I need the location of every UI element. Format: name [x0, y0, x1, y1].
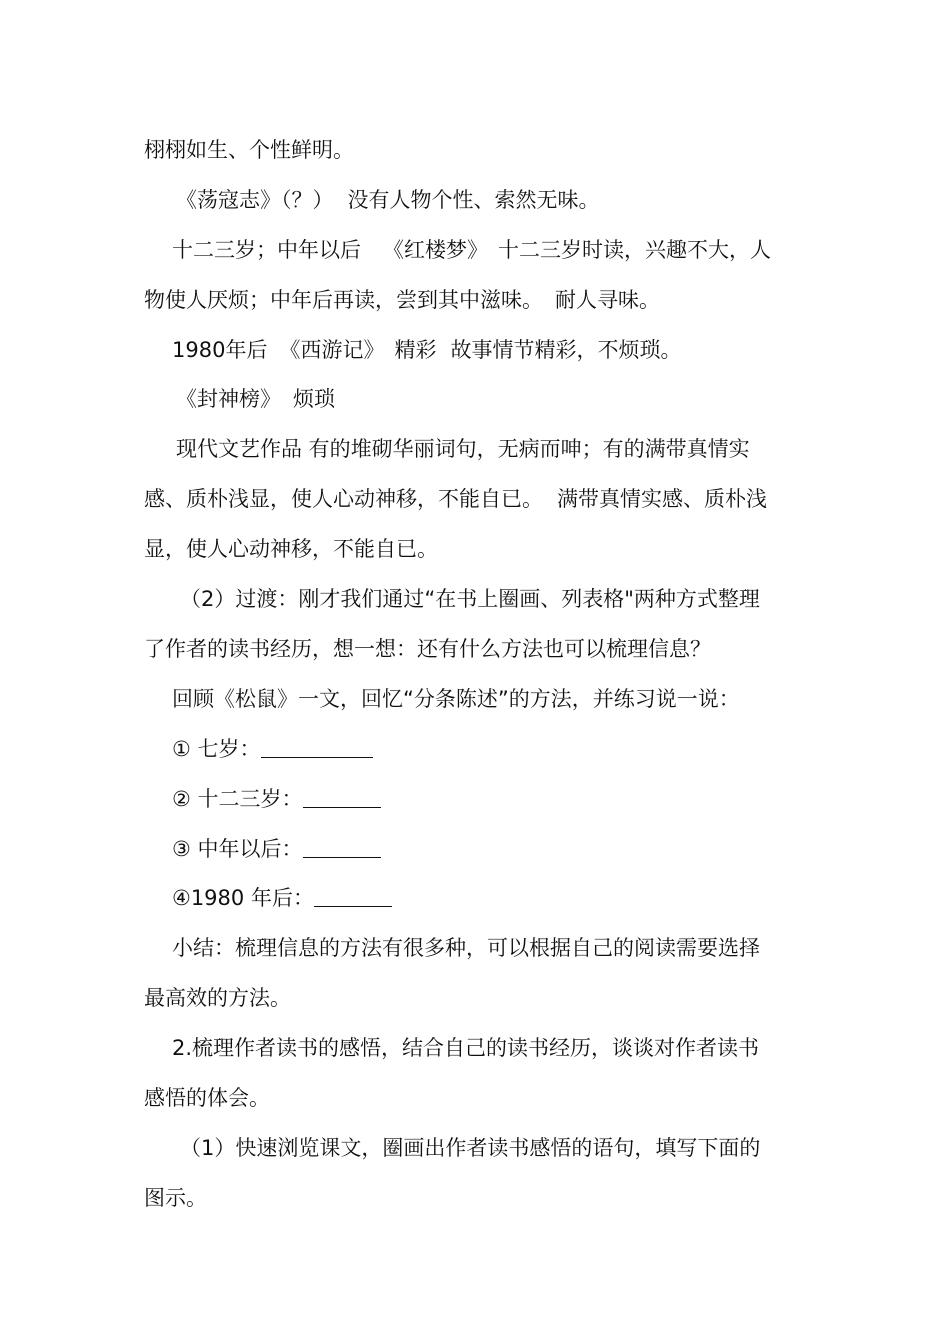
text-line	[144, 534, 810, 564]
text-span: 了作者的读书经历，想一想：还有什么方法也可以梳理信息？	[144, 637, 711, 661]
text-line	[176, 434, 842, 464]
text-span: 栩栩如生、个性鲜明。	[144, 138, 354, 162]
text-span: 图示。	[144, 1186, 207, 1210]
text-span: 最高效的方法。	[144, 986, 291, 1010]
text-span: 2.梳理作者读书的感悟，结合自己的读书经历，谈谈对作者读书	[172, 1036, 760, 1060]
list-item	[172, 883, 838, 913]
text-line	[144, 1083, 810, 1113]
text-span: 回顾《松鼠》一文，回忆“分条陈述”的方法，并练习说一说：	[172, 687, 740, 711]
text-span: 物使人厌烦；中年后再读，尝到其中滋味。	[144, 288, 543, 312]
text-span: 满带真情实感、质朴浅	[557, 487, 767, 511]
book-title-text: 《封神榜》	[176, 387, 281, 411]
fill-in-blank[interactable]	[261, 735, 373, 758]
list-item	[172, 734, 838, 764]
text-span: 烦琐	[293, 387, 335, 411]
list-item-label: ③ 中年以后：	[172, 837, 303, 861]
book-title-text: 《西游记》	[279, 338, 385, 362]
text-line	[172, 684, 838, 714]
text-span: 1980年后	[172, 338, 268, 362]
text-line	[172, 235, 838, 265]
text-line	[144, 634, 810, 664]
text-span: 耐人寻味。	[555, 288, 660, 312]
text-line	[144, 484, 810, 514]
text-span: 精彩	[394, 338, 437, 362]
text-span: 十二三岁时读，兴趣不大，人	[498, 238, 771, 262]
text-line	[180, 1133, 846, 1163]
list-item-label: ④1980 年后：	[172, 886, 314, 910]
fill-in-blank[interactable]	[303, 785, 381, 808]
text-line	[180, 584, 846, 614]
text-span: 现代文艺作品 有的堆砌华丽词句，无病而呻；有的满带真情实	[176, 437, 750, 461]
text-span: 感、质朴浅显，使人心动神移，不能自已。	[144, 487, 543, 511]
book-title-text: 《荡寇志》（？）	[176, 188, 334, 212]
text-line	[176, 384, 842, 414]
list-item	[172, 834, 838, 864]
text-span: 显，使人心动神移，不能自已。	[144, 537, 438, 561]
text-line	[176, 185, 842, 215]
text-span: （2）过渡：刚才我们通过“在书上圈画、列表格"两种方式整理	[180, 587, 760, 611]
fill-in-blank[interactable]	[303, 835, 381, 858]
text-line	[172, 1033, 838, 1063]
text-span: 十二三岁；中年以后	[172, 238, 361, 262]
text-line	[172, 933, 838, 963]
text-span: 没有人物个性、索然无味。	[347, 188, 600, 212]
text-line	[144, 135, 810, 165]
text-span: 故事情节精彩，不烦琐。	[450, 338, 682, 362]
list-item	[172, 784, 838, 814]
text-line	[172, 335, 838, 365]
list-item-label: ① 七岁：	[172, 737, 261, 761]
text-line	[144, 285, 810, 315]
text-span: 感悟的体会。	[144, 1086, 270, 1110]
book-title-text: 《红楼梦》	[383, 238, 488, 262]
text-span: 小结：梳理信息的方法有很多种，可以根据自己的阅读需要选择	[172, 936, 760, 960]
fill-in-blank[interactable]	[314, 884, 392, 907]
list-item-label: ② 十二三岁：	[172, 787, 303, 811]
text-span: （1）快速浏览课文，圈画出作者读书感悟的语句，填写下面的	[180, 1136, 761, 1160]
text-line	[144, 983, 810, 1013]
text-line	[144, 1183, 810, 1213]
